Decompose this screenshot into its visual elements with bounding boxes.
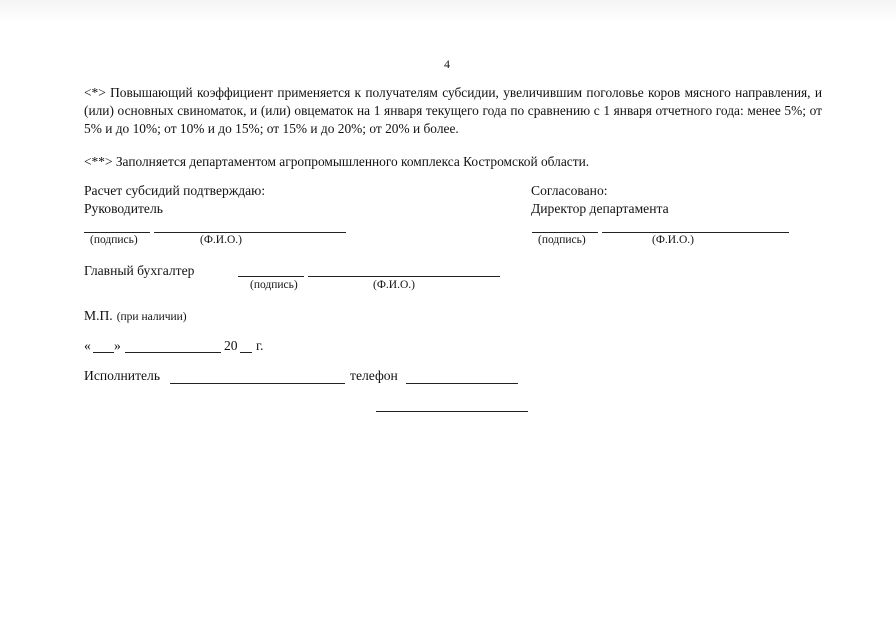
accountant-signature-caption: (подпись) [250,279,298,291]
head-role-label: Руководитель [84,201,163,216]
phone-line [406,383,518,384]
agreed-label: Согласовано: [531,183,608,198]
date-year-prefix: 20 [224,338,238,353]
page-number: 4 [444,57,450,71]
accountant-role-label: Главный бухгалтер [84,263,195,278]
executor-name-line [170,383,345,384]
director-name-line [602,232,789,233]
date-open-quote: « [84,338,91,353]
executor-label: Исполнитель [84,368,161,383]
date-close-quote: » [114,338,121,353]
date-year-suffix: г. [256,338,264,353]
director-signature-line [532,232,598,233]
director-name-caption: (Ф.И.О.) [652,234,694,246]
head-name-caption: (Ф.И.О.) [200,234,242,246]
date-day-line [93,352,114,353]
scan-shadow [0,0,896,22]
stamp-place [84,307,187,325]
stamp-label: М.П. [84,308,113,323]
head-name-line [154,232,346,233]
phone-label: телефон [350,368,398,383]
accountant-name-caption: (Ф.И.О.) [373,279,415,291]
stamp-note: (при наличии) [116,311,187,323]
director-role-label: Директор департамента [531,201,669,216]
footnote-department: <**> Заполняется департаментом агропромышленного комплекса Костромской области. [84,154,590,169]
date-month-line [125,352,221,353]
head-signature-caption: (подпись) [90,234,138,246]
accountant-name-line [308,276,500,277]
accountant-signature-line [238,276,304,277]
footnote-coefficient: <*> Повышающий коэффициент применяется к получателям субсидии, увеличившим поголовье коров мясного направления, и (или) основных свиноматок, и (или) овцематок на 1 января текущего года по сравнению с 1 января отчетного года: менее 5%; от 5% и до 10%; от 10% и до 15%; от 15% и до 20%; от 20% и более. [84,85,822,136]
confirm-label: Расчет субсидий подтверждаю: [84,183,266,198]
director-signature-caption: (подпись) [538,234,586,246]
head-signature-line [84,232,150,233]
date-year-line [240,352,252,353]
closing-separator [376,411,528,412]
